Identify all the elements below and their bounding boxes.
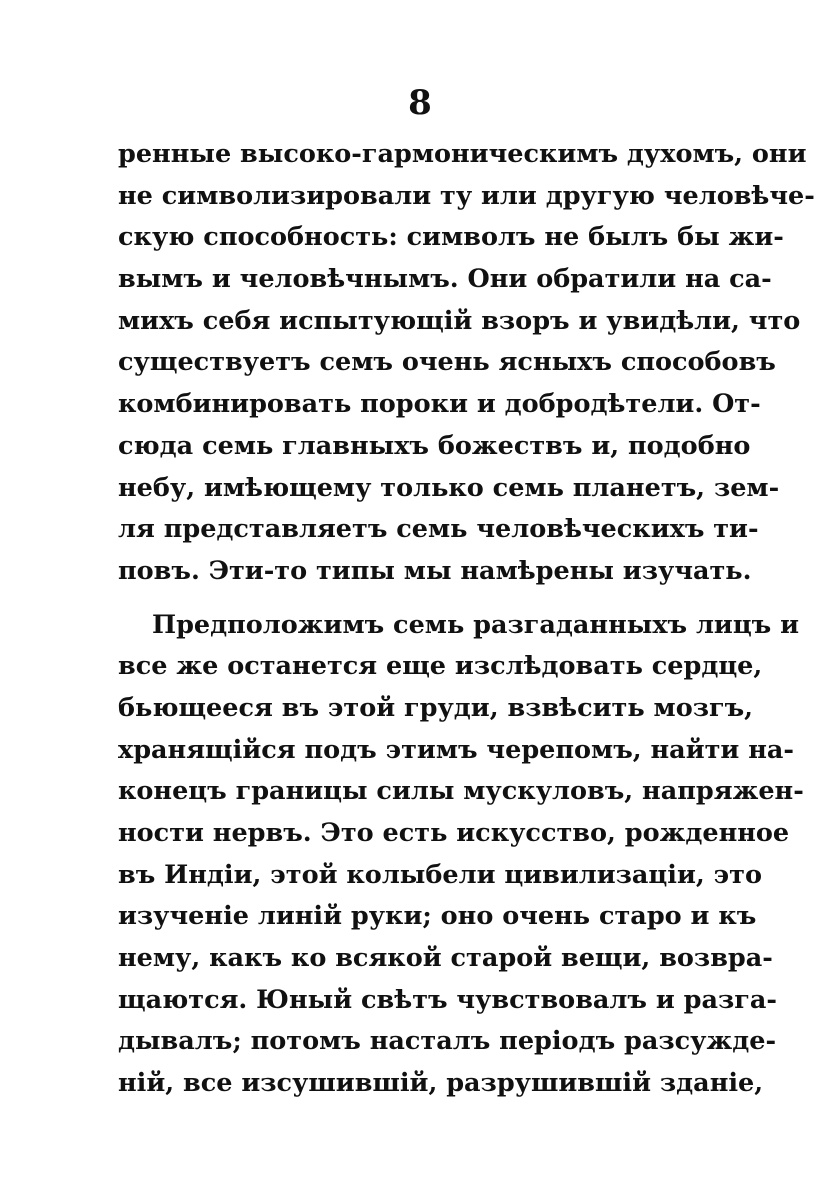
text-line: все же останется еще изслѣдовать сердце, — [118, 651, 763, 682]
text-line: конецъ границы силы мускуловъ, напряжен- — [118, 776, 804, 807]
text-line: комбинировать пороки и добродѣтели. От- — [118, 389, 761, 420]
text-line: повъ. Эти-то типы мы намѣрены изучать. — [118, 555, 752, 586]
text-line: сюда семь главныхъ божествъ и, подобно — [118, 430, 751, 461]
page-number: 8 — [408, 83, 432, 123]
text-line: дывалъ; потомъ насталъ періодъ разсужде- — [118, 1026, 777, 1057]
text-line: ности нервъ. Это есть искусство, рожденное — [118, 818, 790, 848]
text-line: скую способность: символъ не былъ бы жи- — [118, 222, 784, 253]
text-line: вымъ и человѣчнымъ. Они обратили на са- — [118, 264, 772, 295]
paragraph-gap — [118, 593, 734, 605]
text-line: ній, все изсушившій, разрушившій зданіе, — [118, 1068, 764, 1099]
text-line: Предположимъ семь разгаданныхъ лицъ и — [152, 609, 800, 640]
paragraph-2 — [118, 605, 804, 1105]
text-line: хранящійся подъ этимъ черепомъ, найти на- — [118, 734, 794, 765]
text-line: ренные высоко-гармоническимъ духомъ, они — [118, 139, 807, 169]
text-line: въ Индіи, этой колыбели цивилизаціи, это — [118, 859, 762, 890]
text-line: существуетъ семъ очень ясныхъ способовъ — [118, 347, 776, 378]
text-line: ля представляетъ семь человѣческихъ ти- — [118, 514, 759, 545]
text-line: небу, имѣющему только семь планетъ, зем- — [118, 472, 780, 503]
text-line: бьющееся въ этой груди, взвѣсить мозгъ, — [118, 692, 754, 723]
text-line: изученіе линій руки; оно очень старо и къ — [118, 901, 757, 932]
text-line: михъ себя испытующій взоръ и увидѣли, что — [118, 305, 801, 336]
text-line: не символизировали ту или другую человѣче- — [118, 180, 815, 211]
paragraph-1 — [118, 134, 815, 593]
text-block — [118, 134, 815, 1105]
text-line: щаются. Юный свѣтъ чувствовалъ и разга- — [118, 984, 778, 1015]
text-line: нему, какъ ко всякой старой вещи, возвра- — [118, 943, 773, 974]
